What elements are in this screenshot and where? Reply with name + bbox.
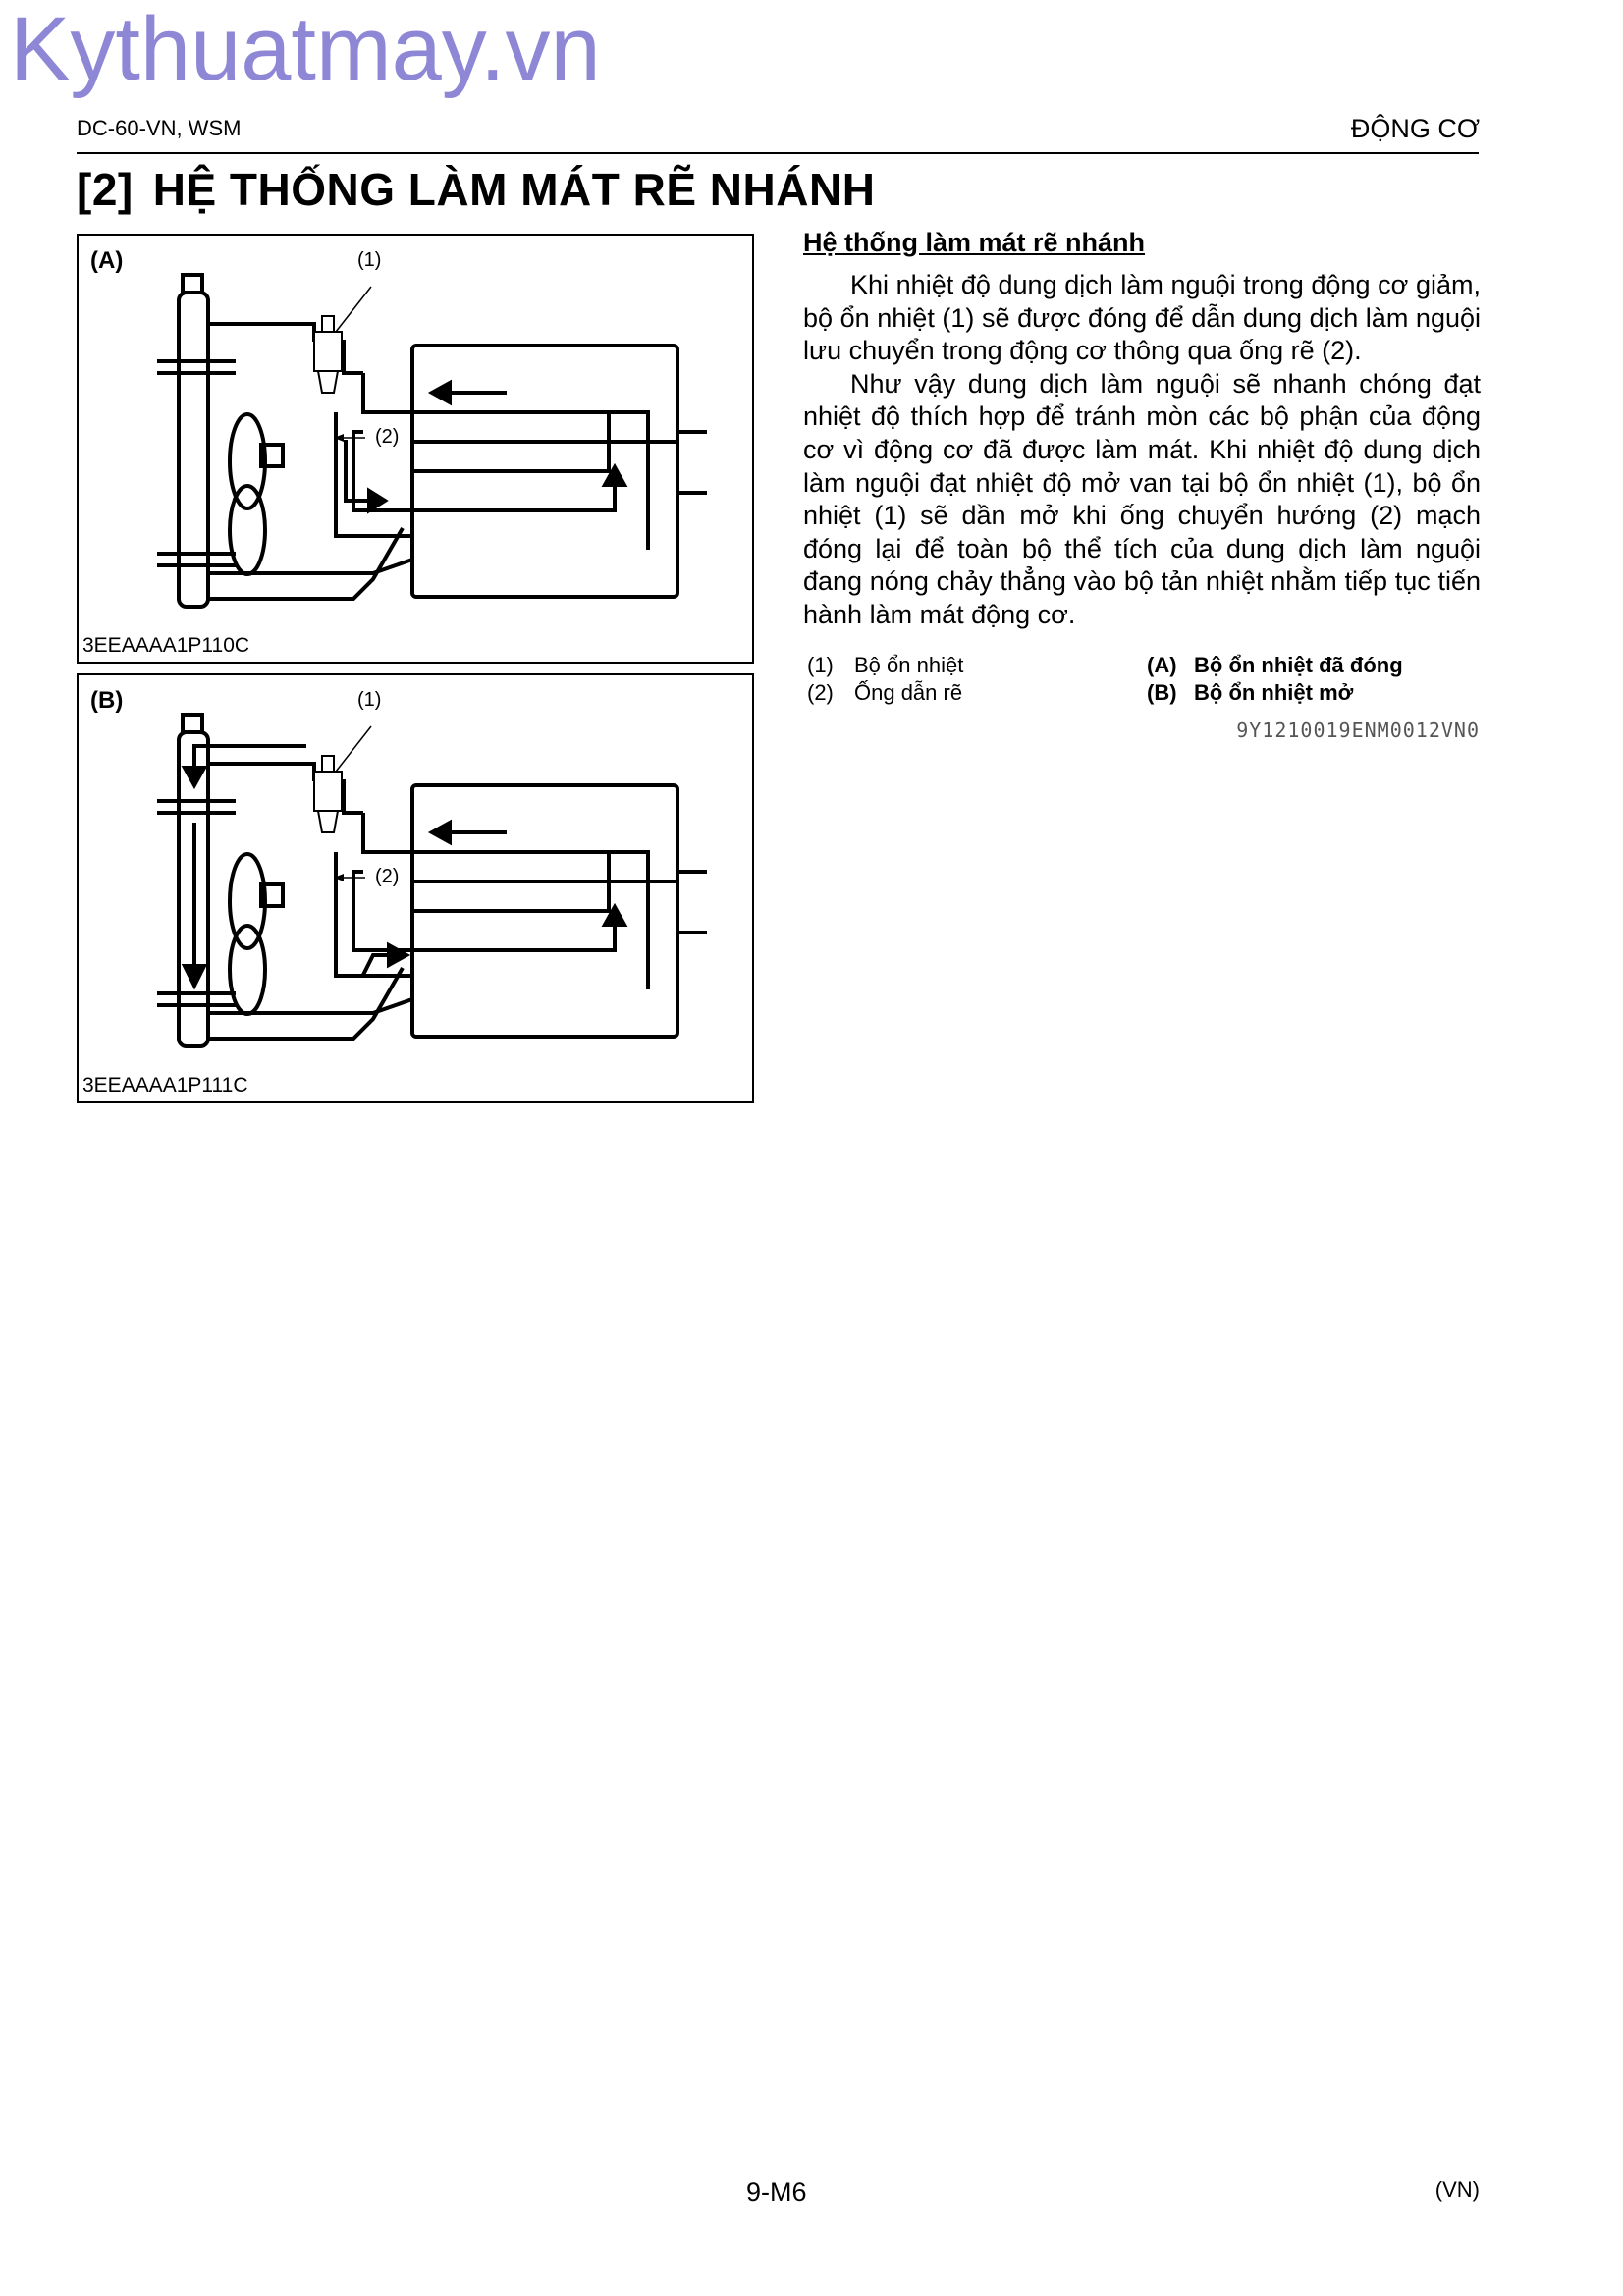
radiator-cap <box>183 715 202 732</box>
callout-thermostat: (1) <box>357 249 382 271</box>
cooling-diagram-closed <box>79 236 756 666</box>
legend-key: (B) <box>1147 680 1177 705</box>
reference-code: 9Y1210019ENM0012VN0 <box>1236 719 1480 742</box>
subsection-title: Hệ thống làm mát rẽ nhánh <box>803 228 1146 257</box>
page-number: 9-M6 <box>746 2177 807 2207</box>
legend-row <box>803 679 1481 707</box>
section-title <box>77 163 875 216</box>
header-chapter: ĐỘNG CƠ <box>1350 114 1480 143</box>
section-number: [2] <box>77 164 134 215</box>
legend-key-text: Bộ ổn nhiệt đã đóng <box>1194 653 1403 677</box>
figure-legend <box>803 652 1481 707</box>
figure-thermostat-closed <box>77 234 754 664</box>
figure-tag: (A) <box>90 247 124 274</box>
callout-thermostat: (1) <box>357 689 382 711</box>
callout-bypass: (2) <box>375 426 400 448</box>
callout-bypass: (2) <box>375 866 400 887</box>
legend-text: Bộ ổn nhiệt <box>854 653 964 677</box>
language-code: (VN) <box>1434 2177 1480 2202</box>
section-title-text: HỆ THỐNG LÀM MÁT RẼ NHÁNH <box>152 164 876 215</box>
figure-code: 3EEAAAA1P111C <box>82 1074 248 1096</box>
paragraph: Như vậy dung dịch làm nguội sẽ nhanh chóng đạt nhiệt độ thích hợp để tránh mòn các bộ phận của động cơ vì động cơ đã được làm mát. Khi nhiệt độ dung dịch làm nguội đạt nhiệt độ mở van tại bộ ổn nhiệt (1), bộ ổn nhiệt (1) sẽ dần mở khi ống chuyển hướng (2) mạch đóng lại để toàn bộ thể tích của dung dịch làm nguội đang nóng chảy thẳng vào bộ tản nhiệt nhằm tiếp tục tiến hành làm mát động cơ. <box>803 368 1481 629</box>
thermostat <box>314 756 342 832</box>
legend-key-text: Bộ ổn nhiệt mở <box>1194 680 1354 705</box>
figure-tag: (B) <box>90 687 124 714</box>
legend-key: (A) <box>1147 653 1177 677</box>
radiator <box>179 293 208 607</box>
header-divider <box>77 152 1479 154</box>
cooling-diagram-open <box>79 675 756 1105</box>
paragraph: Khi nhiệt độ dung dịch làm nguội trong động cơ giảm, bộ ổn nhiệt (1) sẽ được đóng để dẫn dung dịch làm nguội lưu chuyển trong động cơ thông qua ống rẽ (2). <box>803 270 1481 366</box>
legend-text: Ống dẫn rẽ <box>854 680 963 705</box>
legend-num: (2) <box>807 680 834 705</box>
radiator-cap <box>183 275 202 293</box>
legend-row <box>803 652 1481 679</box>
figure-code: 3EEAAAA1P110C <box>82 634 250 657</box>
legend-num: (1) <box>807 653 834 677</box>
body-text <box>803 269 1481 632</box>
header-manual-code: DC-60-VN, WSM <box>77 116 242 140</box>
watermark: Kythuatmay.vn <box>10 0 601 99</box>
figure-thermostat-open <box>77 673 754 1103</box>
thermostat <box>314 316 342 393</box>
